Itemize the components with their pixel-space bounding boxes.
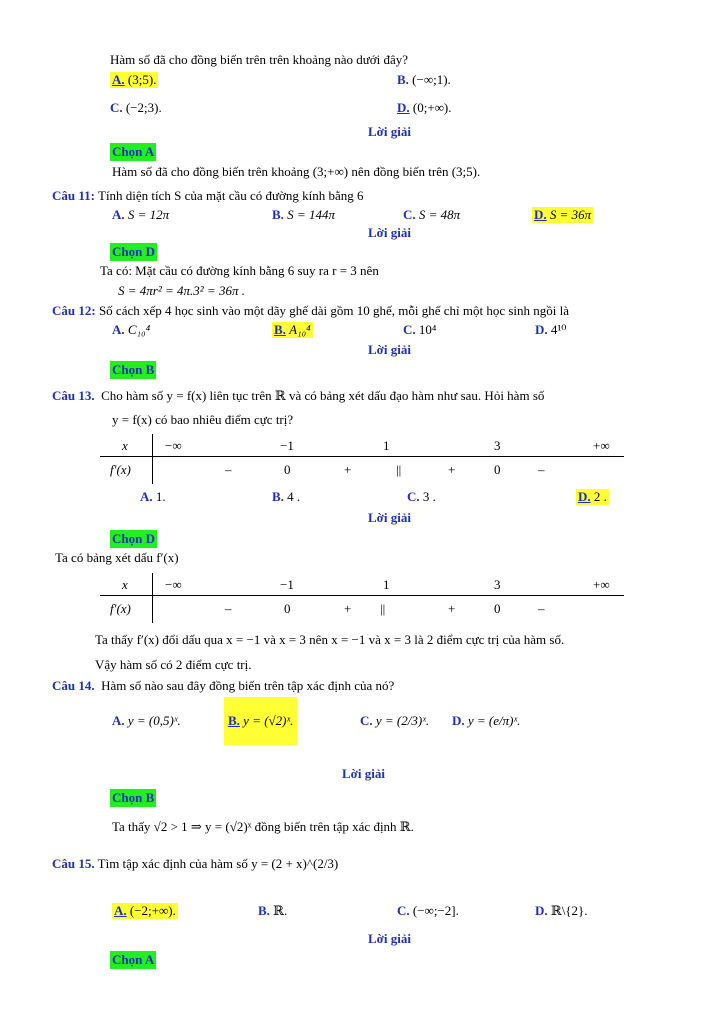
table-cell: 3 <box>494 577 501 592</box>
q15-solution-title: Lời giải <box>368 931 411 946</box>
intro-option-b[interactable]: B. (−∞;1). <box>397 72 451 87</box>
intro-chosen-badge: Chọn A <box>112 144 155 159</box>
table-cell: 0 <box>284 462 291 477</box>
table-cell: 1 <box>383 577 390 592</box>
q11-option-d[interactable]: D. S = 36π <box>534 207 592 222</box>
intro-explain: Hàm số đã cho đồng biến trên khoảng (3;+∞) nên đồng biến trên (3;5). <box>112 164 481 179</box>
q13-sign-table-intro: Ta có bảng xét dấu f′(x) <box>55 550 179 565</box>
table-cell: – <box>538 462 545 477</box>
table-cell: −1 <box>280 438 294 453</box>
q13-option-a[interactable]: A. 1. <box>140 489 166 504</box>
q15-option-b[interactable]: B. ℝ. <box>258 903 288 918</box>
table-divider <box>152 434 153 484</box>
table-cell: + <box>448 462 456 477</box>
table-cell: −∞ <box>165 438 182 453</box>
q11-question: Câu 11: Tính diện tích S của mặt cầu có đường kính bằng 6 <box>52 188 364 203</box>
q12-solution-title: Lời giải <box>368 342 411 357</box>
q15-option-d[interactable]: D. ℝ\{2}. <box>535 903 588 918</box>
intro-option-d[interactable]: D. (0;+∞). <box>397 100 452 115</box>
q13-solution-title: Lời giải <box>368 510 411 525</box>
q12-option-d[interactable]: D. 4¹⁰ <box>535 322 567 337</box>
q15-chosen-badge: Chọn A <box>112 952 155 967</box>
q14-option-a[interactable]: A. y = (0,5)ˣ. <box>112 713 181 728</box>
table-cell: + <box>448 601 456 616</box>
table-cell: || <box>380 601 386 616</box>
table-head-fprime: f′(x) <box>110 462 131 477</box>
q11-solution-line2: S = 4πr² = 4π.3² = 36π . <box>118 283 245 298</box>
table-head-fprime: f′(x) <box>110 601 131 616</box>
table-cell: – <box>225 601 232 616</box>
q14-option-b[interactable]: B. y = (√2)ˣ. <box>224 697 297 745</box>
q14-explain: Ta thấy √2 > 1 ⇒ y = (√2)ˣ đồng biến trên tập xác định ℝ. <box>112 819 414 834</box>
q11-option-c[interactable]: C. S = 48π <box>403 207 461 222</box>
q13-option-c[interactable]: C. 3 . <box>407 489 436 504</box>
q11-option-b[interactable]: B. S = 144π <box>272 207 335 222</box>
q15-question: Câu 15. Tìm tập xác định của hàm số y = (2 + x)^(2/3) <box>52 856 339 871</box>
intro-option-c[interactable]: C. (−2;3). <box>110 100 162 115</box>
intro-solution-title: Lời giải <box>368 124 411 139</box>
table-head-x: x <box>122 438 128 453</box>
table-divider <box>100 456 624 457</box>
q13-option-d[interactable]: D. 2 . <box>578 489 607 504</box>
intro-option-a[interactable]: A. (3;5). <box>112 72 157 87</box>
q14-solution-title: Lời giải <box>342 766 385 781</box>
q12-option-a[interactable]: A. C₁₀⁴ <box>112 322 151 337</box>
q13-question-cont: y = f(x) có bao nhiêu điểm cực trị? <box>112 412 294 427</box>
q13-chosen-badge: Chọn D <box>112 531 155 546</box>
table-divider <box>100 595 624 596</box>
q15-option-c[interactable]: C. (−∞;−2]. <box>397 903 459 918</box>
table-head-x: x <box>122 577 128 592</box>
q14-option-c[interactable]: C. y = (2/3)ˣ. <box>360 713 430 728</box>
q11-option-a[interactable]: A. S = 12π <box>112 207 170 222</box>
q12-option-b[interactable]: B. A₁₀⁴ <box>274 322 311 337</box>
table-divider <box>152 573 153 623</box>
q14-chosen-badge: Chọn B <box>112 790 155 805</box>
table-cell: + <box>344 462 352 477</box>
table-cell: 0 <box>494 462 501 477</box>
q13-conclusion-2: Vậy hàm số có 2 điểm cực trị. <box>95 657 252 672</box>
q11-chosen-badge: Chọn D <box>112 244 155 259</box>
q11-solution-title: Lời giải <box>368 225 411 240</box>
q12-question: Câu 12: Số cách xếp 4 học sinh vào một dãy ghế dài gồm 10 ghế, mỗi ghế chỉ một học sinh ngồi là <box>52 303 570 318</box>
q12-chosen-badge: Chọn B <box>112 362 155 377</box>
table-cell: 0 <box>494 601 501 616</box>
q14-question: Câu 14. Hàm số nào sau đây đồng biến trên tập xác định của nó? <box>52 678 395 693</box>
q15-option-a[interactable]: A. (−2;+∞). <box>114 903 176 918</box>
table-cell: +∞ <box>593 577 610 592</box>
q11-solution-line1: Ta có: Mặt cầu có đường kính bằng 6 suy ra r = 3 nên <box>100 263 379 278</box>
table-cell: + <box>344 601 352 616</box>
table-cell: 1 <box>383 438 390 453</box>
table-cell: – <box>538 601 545 616</box>
table-cell: −1 <box>280 577 294 592</box>
q13-option-b[interactable]: B. 4 . <box>272 489 301 504</box>
table-cell: −∞ <box>165 577 182 592</box>
q14-option-d[interactable]: D. y = (e/π)ˣ. <box>452 713 521 728</box>
table-cell: || <box>396 462 402 477</box>
table-cell: 3 <box>494 438 501 453</box>
q12-option-c[interactable]: C. 10⁴ <box>403 322 437 337</box>
intro-question: Hàm số đã cho đồng biến trên trên khoảng nào dưới đây? <box>110 52 409 67</box>
table-cell: – <box>225 462 232 477</box>
q13-conclusion-1: Ta thấy f′(x) đổi dấu qua x = −1 và x = 3 nên x = −1 và x = 3 là 2 điểm cực trị của hàm số. <box>95 632 565 647</box>
table-cell: +∞ <box>593 438 610 453</box>
q13-question: Câu 13. Cho hàm số y = f(x) liên tục trên ℝ và có bảng xét dấu đạo hàm như sau. Hỏi hàm số <box>52 388 545 403</box>
table-cell: 0 <box>284 601 291 616</box>
